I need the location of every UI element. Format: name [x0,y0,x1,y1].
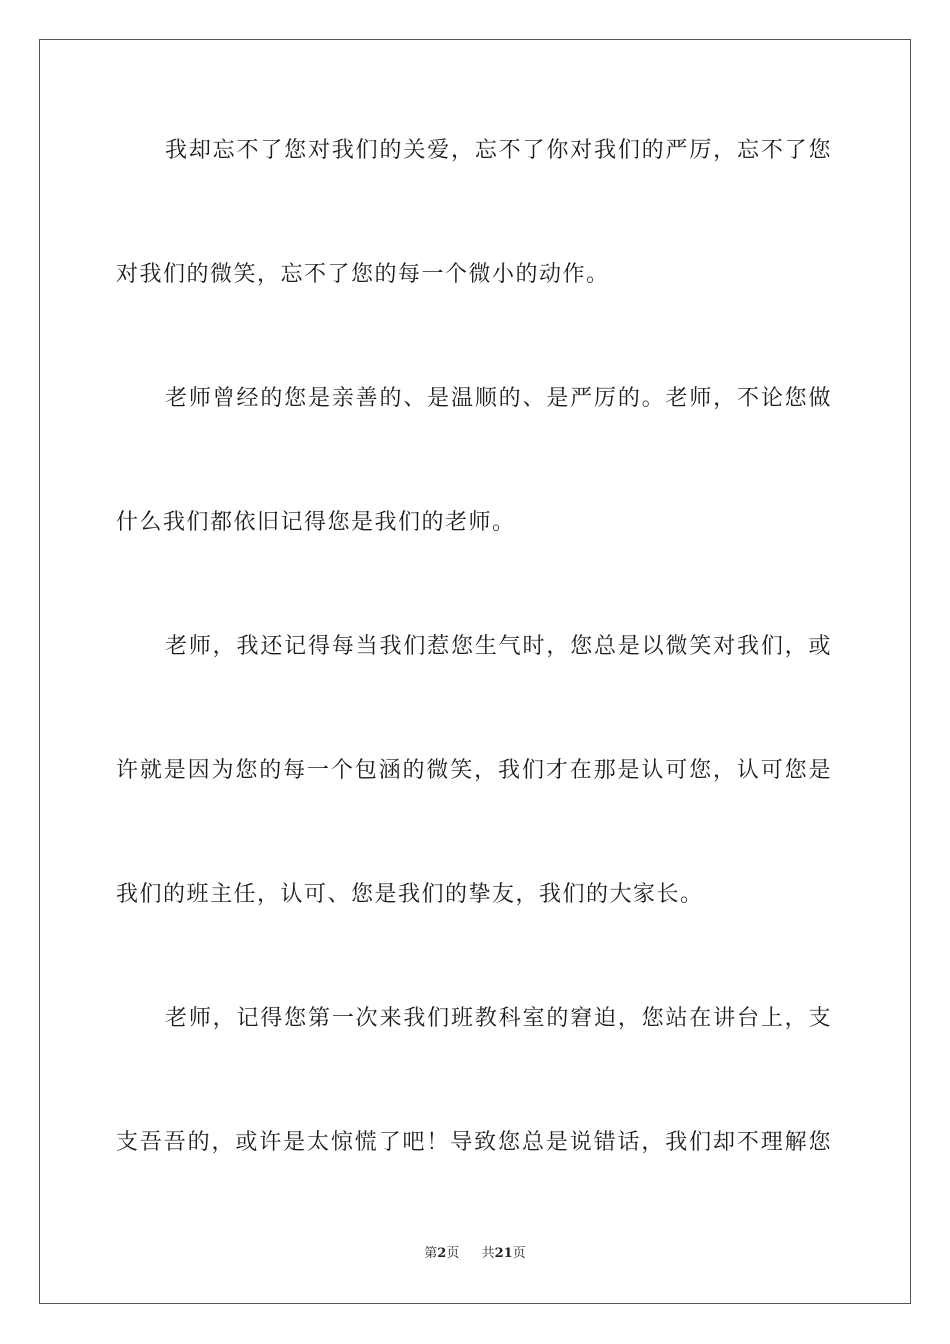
page-prefix: 第 [424,1246,438,1261]
total-pages: 21 [494,1246,513,1261]
page-suffix: 页 [446,1246,460,1261]
paragraph-1-line-1: 我却忘不了您对我们的关爱，忘不了你对我们的严厉，忘不了您 [165,138,832,163]
paragraph-4-line-2: 支吾吾的，或许是太惊慌了吧！导致您总是说错话，我们却不理解您 [116,1130,832,1155]
paragraph-3-line-2: 许就是因为您的每一个包涵的微笑，我们才在那是认可您，认可您是 [116,758,832,783]
paragraph-2-line-2: 什么我们都依旧记得您是我们的老师。 [116,510,516,535]
total-suffix: 页 [512,1246,526,1261]
paragraph-3-line-3: 我们的班主任，认可、您是我们的挚友，我们的大家长。 [116,882,704,907]
paragraph-2-line-1: 老师曾经的您是亲善的、是温顺的、是严厉的。老师，不论您做 [165,386,832,411]
page-border [39,39,911,1304]
paragraph-1-line-2: 对我们的微笑，忘不了您的每一个微小的动作。 [116,262,610,287]
total-prefix: 共 [481,1246,495,1261]
page-number: 2 [437,1246,447,1261]
paragraph-3-line-1: 老师，我还记得每当我们惹您生气时，您总是以微笑对我们，或 [165,634,832,659]
paragraph-4-line-1: 老师，记得您第一次来我们班教科室的窘迫，您站在讲台上，支 [165,1006,832,1031]
page-footer [0,1245,950,1263]
